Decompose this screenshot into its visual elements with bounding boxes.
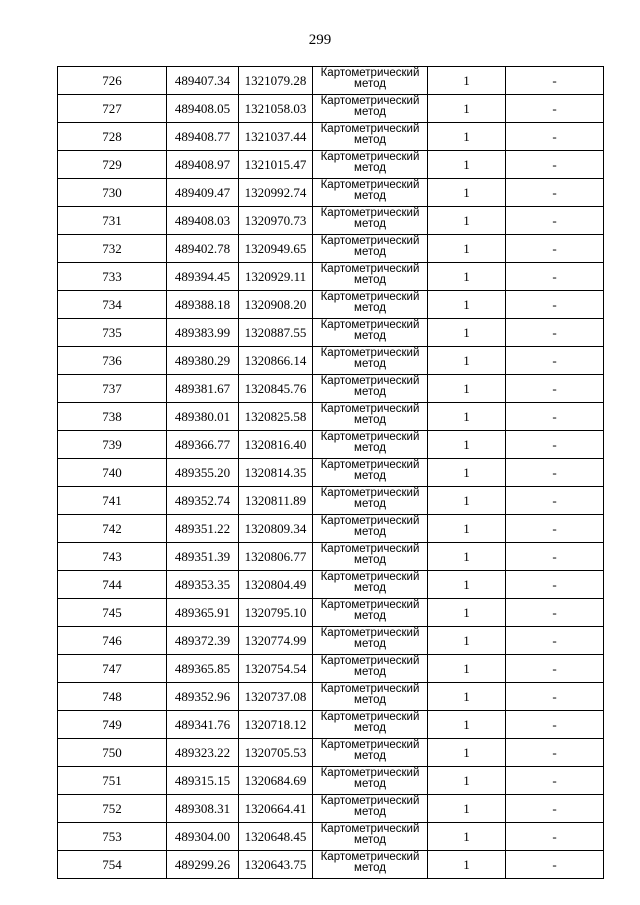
- method-cell: [313, 851, 428, 879]
- accuracy-cell: 1: [428, 95, 506, 123]
- method-line1: Картометрический: [320, 515, 420, 527]
- note-cell: -: [506, 767, 604, 795]
- note-cell: -: [506, 95, 604, 123]
- method-line1: Картометрический: [320, 627, 420, 639]
- coordinate-y-cell: 1320825.58: [239, 403, 313, 431]
- method-line2: метод: [354, 582, 386, 594]
- table-row: [58, 347, 604, 375]
- table-row: [58, 683, 604, 711]
- method-line2: метод: [354, 302, 386, 314]
- table-row: [58, 711, 604, 739]
- point-number-cell: 726: [58, 67, 167, 95]
- table-row: [58, 795, 604, 823]
- method-line1: Картометрический: [320, 739, 420, 751]
- table-row: [58, 767, 604, 795]
- accuracy-cell: 1: [428, 151, 506, 179]
- coordinate-x-cell: 489380.01: [167, 403, 239, 431]
- coordinate-y-cell: 1320814.35: [239, 459, 313, 487]
- point-number-cell: 751: [58, 767, 167, 795]
- note-cell: -: [506, 235, 604, 263]
- method-cell: [313, 179, 428, 207]
- coordinate-x-cell: 489352.74: [167, 487, 239, 515]
- coordinate-x-cell: 489355.20: [167, 459, 239, 487]
- coordinates-table: [57, 66, 604, 879]
- point-number-cell: 738: [58, 403, 167, 431]
- point-number-cell: 743: [58, 543, 167, 571]
- accuracy-cell: 1: [428, 823, 506, 851]
- method-line1: Картометрический: [320, 767, 420, 779]
- note-cell: -: [506, 431, 604, 459]
- method-line1: Картометрический: [320, 543, 420, 555]
- method-line1: Картометрический: [320, 459, 420, 471]
- coordinate-x-cell: 489380.29: [167, 347, 239, 375]
- method-line1: Картометрический: [320, 823, 420, 835]
- table-row: [58, 543, 604, 571]
- coordinate-x-cell: 489365.91: [167, 599, 239, 627]
- coordinate-y-cell: 1320866.14: [239, 347, 313, 375]
- accuracy-cell: 1: [428, 711, 506, 739]
- coordinate-y-cell: 1320795.10: [239, 599, 313, 627]
- coordinate-y-cell: 1320806.77: [239, 543, 313, 571]
- coordinate-x-cell: 489408.05: [167, 95, 239, 123]
- coordinate-x-cell: 489299.26: [167, 851, 239, 879]
- coordinate-x-cell: 489304.00: [167, 823, 239, 851]
- coordinates-table-body: [58, 67, 604, 879]
- table-row: [58, 571, 604, 599]
- method-cell: [313, 655, 428, 683]
- method-cell: [313, 739, 428, 767]
- point-number-cell: 750: [58, 739, 167, 767]
- coordinate-y-cell: 1320664.41: [239, 795, 313, 823]
- accuracy-cell: 1: [428, 263, 506, 291]
- coordinate-y-cell: 1320705.53: [239, 739, 313, 767]
- point-number-cell: 735: [58, 319, 167, 347]
- coordinate-y-cell: 1321037.44: [239, 123, 313, 151]
- table-row: [58, 515, 604, 543]
- method-cell: [313, 263, 428, 291]
- accuracy-cell: 1: [428, 235, 506, 263]
- note-cell: -: [506, 459, 604, 487]
- accuracy-cell: 1: [428, 179, 506, 207]
- method-line2: метод: [354, 218, 386, 230]
- method-cell: [313, 683, 428, 711]
- coordinate-y-cell: 1320816.40: [239, 431, 313, 459]
- coordinate-y-cell: 1321079.28: [239, 67, 313, 95]
- note-cell: -: [506, 711, 604, 739]
- point-number-cell: 748: [58, 683, 167, 711]
- coordinate-x-cell: 489408.77: [167, 123, 239, 151]
- method-line1: Картометрический: [320, 95, 420, 107]
- table-row: [58, 67, 604, 95]
- coordinate-y-cell: 1320737.08: [239, 683, 313, 711]
- method-line2: метод: [354, 638, 386, 650]
- note-cell: -: [506, 851, 604, 879]
- table-row: [58, 263, 604, 291]
- accuracy-cell: 1: [428, 571, 506, 599]
- point-number-cell: 745: [58, 599, 167, 627]
- table-row: [58, 431, 604, 459]
- method-line1: Картометрический: [320, 571, 420, 583]
- method-line2: метод: [354, 442, 386, 454]
- coordinate-y-cell: 1320809.34: [239, 515, 313, 543]
- point-number-cell: 727: [58, 95, 167, 123]
- accuracy-cell: 1: [428, 291, 506, 319]
- method-cell: [313, 823, 428, 851]
- method-cell: [313, 431, 428, 459]
- coordinate-x-cell: 489407.34: [167, 67, 239, 95]
- point-number-cell: 734: [58, 291, 167, 319]
- point-number-cell: 754: [58, 851, 167, 879]
- coordinate-y-cell: 1320970.73: [239, 207, 313, 235]
- method-line2: метод: [354, 246, 386, 258]
- accuracy-cell: 1: [428, 347, 506, 375]
- method-line1: Картометрический: [320, 375, 420, 387]
- coordinate-y-cell: 1320929.11: [239, 263, 313, 291]
- table-row: [58, 95, 604, 123]
- method-cell: [313, 123, 428, 151]
- coordinate-x-cell: 489351.22: [167, 515, 239, 543]
- method-line2: метод: [354, 498, 386, 510]
- note-cell: -: [506, 263, 604, 291]
- accuracy-cell: 1: [428, 543, 506, 571]
- coordinate-x-cell: 489388.18: [167, 291, 239, 319]
- method-line2: метод: [354, 806, 386, 818]
- method-cell: [313, 767, 428, 795]
- accuracy-cell: 1: [428, 599, 506, 627]
- coordinate-x-cell: 489394.45: [167, 263, 239, 291]
- method-line1: Картометрический: [320, 683, 420, 695]
- note-cell: -: [506, 67, 604, 95]
- method-line2: метод: [354, 414, 386, 426]
- coordinate-y-cell: 1320804.49: [239, 571, 313, 599]
- coordinate-y-cell: 1320774.99: [239, 627, 313, 655]
- method-line2: метод: [354, 162, 386, 174]
- table-row: [58, 459, 604, 487]
- point-number-cell: 746: [58, 627, 167, 655]
- note-cell: -: [506, 543, 604, 571]
- method-line2: метод: [354, 190, 386, 202]
- table-row: [58, 207, 604, 235]
- method-line1: Картометрический: [320, 319, 420, 331]
- method-cell: [313, 515, 428, 543]
- coordinate-x-cell: 489341.76: [167, 711, 239, 739]
- note-cell: -: [506, 599, 604, 627]
- note-cell: -: [506, 403, 604, 431]
- accuracy-cell: 1: [428, 851, 506, 879]
- table-row: [58, 599, 604, 627]
- point-number-cell: 739: [58, 431, 167, 459]
- coordinate-x-cell: 489383.99: [167, 319, 239, 347]
- coordinate-x-cell: 489353.35: [167, 571, 239, 599]
- note-cell: -: [506, 515, 604, 543]
- method-line2: метод: [354, 750, 386, 762]
- method-line2: метод: [354, 722, 386, 734]
- method-cell: [313, 403, 428, 431]
- point-number-cell: 730: [58, 179, 167, 207]
- point-number-cell: 752: [58, 795, 167, 823]
- accuracy-cell: 1: [428, 403, 506, 431]
- method-cell: [313, 319, 428, 347]
- table-row: [58, 291, 604, 319]
- note-cell: -: [506, 375, 604, 403]
- method-line2: метод: [354, 526, 386, 538]
- note-cell: -: [506, 487, 604, 515]
- accuracy-cell: 1: [428, 683, 506, 711]
- method-cell: [313, 291, 428, 319]
- coordinate-y-cell: 1320754.54: [239, 655, 313, 683]
- point-number-cell: 747: [58, 655, 167, 683]
- coordinate-x-cell: 489365.85: [167, 655, 239, 683]
- point-number-cell: 740: [58, 459, 167, 487]
- method-cell: [313, 235, 428, 263]
- accuracy-cell: 1: [428, 655, 506, 683]
- note-cell: -: [506, 347, 604, 375]
- coordinate-y-cell: 1320845.76: [239, 375, 313, 403]
- coordinate-y-cell: 1321058.03: [239, 95, 313, 123]
- method-line1: Картометрический: [320, 67, 420, 79]
- accuracy-cell: 1: [428, 627, 506, 655]
- note-cell: -: [506, 739, 604, 767]
- note-cell: -: [506, 319, 604, 347]
- method-line1: Картометрический: [320, 711, 420, 723]
- method-line1: Картометрический: [320, 235, 420, 247]
- coordinate-x-cell: 489408.03: [167, 207, 239, 235]
- method-cell: [313, 67, 428, 95]
- method-line1: Картометрический: [320, 655, 420, 667]
- method-cell: [313, 543, 428, 571]
- coordinate-y-cell: 1320887.55: [239, 319, 313, 347]
- coordinate-y-cell: 1320992.74: [239, 179, 313, 207]
- method-line1: Картометрический: [320, 123, 420, 135]
- method-line1: Картометрический: [320, 403, 420, 415]
- method-line1: Картометрический: [320, 151, 420, 163]
- point-number-cell: 749: [58, 711, 167, 739]
- method-line2: метод: [354, 330, 386, 342]
- method-line2: метод: [354, 78, 386, 90]
- note-cell: -: [506, 795, 604, 823]
- method-line2: метод: [354, 134, 386, 146]
- method-cell: [313, 571, 428, 599]
- point-number-cell: 732: [58, 235, 167, 263]
- point-number-cell: 731: [58, 207, 167, 235]
- method-cell: [313, 95, 428, 123]
- method-line1: Картометрический: [320, 431, 420, 443]
- coordinate-y-cell: 1320718.12: [239, 711, 313, 739]
- point-number-cell: 733: [58, 263, 167, 291]
- coordinate-x-cell: 489323.22: [167, 739, 239, 767]
- note-cell: -: [506, 571, 604, 599]
- method-line2: метод: [354, 386, 386, 398]
- coordinate-y-cell: 1320684.69: [239, 767, 313, 795]
- note-cell: -: [506, 655, 604, 683]
- accuracy-cell: 1: [428, 487, 506, 515]
- coordinate-x-cell: 489352.96: [167, 683, 239, 711]
- method-cell: [313, 795, 428, 823]
- note-cell: -: [506, 151, 604, 179]
- table-row: [58, 851, 604, 879]
- coordinate-x-cell: 489408.97: [167, 151, 239, 179]
- table-row: [58, 123, 604, 151]
- method-line2: метод: [354, 834, 386, 846]
- method-line2: метод: [354, 106, 386, 118]
- table-row: [58, 319, 604, 347]
- point-number-cell: 744: [58, 571, 167, 599]
- method-line2: метод: [354, 358, 386, 370]
- coordinate-y-cell: 1320643.75: [239, 851, 313, 879]
- point-number-cell: 742: [58, 515, 167, 543]
- table-row: [58, 403, 604, 431]
- accuracy-cell: 1: [428, 459, 506, 487]
- coordinate-y-cell: 1320908.20: [239, 291, 313, 319]
- method-line1: Картометрический: [320, 347, 420, 359]
- accuracy-cell: 1: [428, 739, 506, 767]
- coordinate-y-cell: 1320811.89: [239, 487, 313, 515]
- note-cell: -: [506, 179, 604, 207]
- note-cell: -: [506, 123, 604, 151]
- accuracy-cell: 1: [428, 67, 506, 95]
- point-number-cell: 753: [58, 823, 167, 851]
- method-line1: Картометрический: [320, 599, 420, 611]
- page-number: 299: [308, 32, 332, 48]
- method-line2: метод: [354, 694, 386, 706]
- table-row: [58, 375, 604, 403]
- method-cell: [313, 627, 428, 655]
- accuracy-cell: 1: [428, 207, 506, 235]
- method-line1: Картометрический: [320, 263, 420, 275]
- note-cell: -: [506, 207, 604, 235]
- coordinate-y-cell: 1320648.45: [239, 823, 313, 851]
- coordinate-x-cell: 489381.67: [167, 375, 239, 403]
- method-cell: [313, 151, 428, 179]
- accuracy-cell: 1: [428, 123, 506, 151]
- note-cell: -: [506, 627, 604, 655]
- note-cell: -: [506, 291, 604, 319]
- coordinate-y-cell: 1320949.65: [239, 235, 313, 263]
- method-line2: метод: [354, 778, 386, 790]
- coordinate-x-cell: 489366.77: [167, 431, 239, 459]
- coordinate-x-cell: 489308.31: [167, 795, 239, 823]
- method-cell: [313, 459, 428, 487]
- table-row: [58, 823, 604, 851]
- method-cell: [313, 207, 428, 235]
- method-line2: метод: [354, 610, 386, 622]
- table-row: [58, 179, 604, 207]
- point-number-cell: 741: [58, 487, 167, 515]
- table-row: [58, 487, 604, 515]
- method-line1: Картометрический: [320, 795, 420, 807]
- method-line2: метод: [354, 274, 386, 286]
- method-line2: метод: [354, 470, 386, 482]
- point-number-cell: 737: [58, 375, 167, 403]
- method-line1: Картометрический: [320, 487, 420, 499]
- coordinate-x-cell: 489409.47: [167, 179, 239, 207]
- note-cell: -: [506, 823, 604, 851]
- method-line2: метод: [354, 666, 386, 678]
- table-row: [58, 627, 604, 655]
- accuracy-cell: 1: [428, 767, 506, 795]
- point-number-cell: 736: [58, 347, 167, 375]
- table-row: [58, 151, 604, 179]
- point-number-cell: 728: [58, 123, 167, 151]
- method-line2: метод: [354, 862, 386, 874]
- method-cell: [313, 347, 428, 375]
- point-number-cell: 729: [58, 151, 167, 179]
- method-cell: [313, 487, 428, 515]
- method-line2: метод: [354, 554, 386, 566]
- coordinate-x-cell: 489351.39: [167, 543, 239, 571]
- accuracy-cell: 1: [428, 515, 506, 543]
- coordinate-y-cell: 1321015.47: [239, 151, 313, 179]
- method-line1: Картометрический: [320, 179, 420, 191]
- method-cell: [313, 599, 428, 627]
- note-cell: -: [506, 683, 604, 711]
- coordinate-x-cell: 489402.78: [167, 235, 239, 263]
- table-row: [58, 739, 604, 767]
- accuracy-cell: 1: [428, 319, 506, 347]
- coordinate-x-cell: 489372.39: [167, 627, 239, 655]
- table-row: [58, 655, 604, 683]
- accuracy-cell: 1: [428, 375, 506, 403]
- table-row: [58, 235, 604, 263]
- method-cell: [313, 711, 428, 739]
- method-line1: Картометрический: [320, 851, 420, 863]
- method-line1: Картометрический: [320, 291, 420, 303]
- accuracy-cell: 1: [428, 431, 506, 459]
- method-line1: Картометрический: [320, 207, 420, 219]
- coordinate-x-cell: 489315.15: [167, 767, 239, 795]
- method-cell: [313, 375, 428, 403]
- accuracy-cell: 1: [428, 795, 506, 823]
